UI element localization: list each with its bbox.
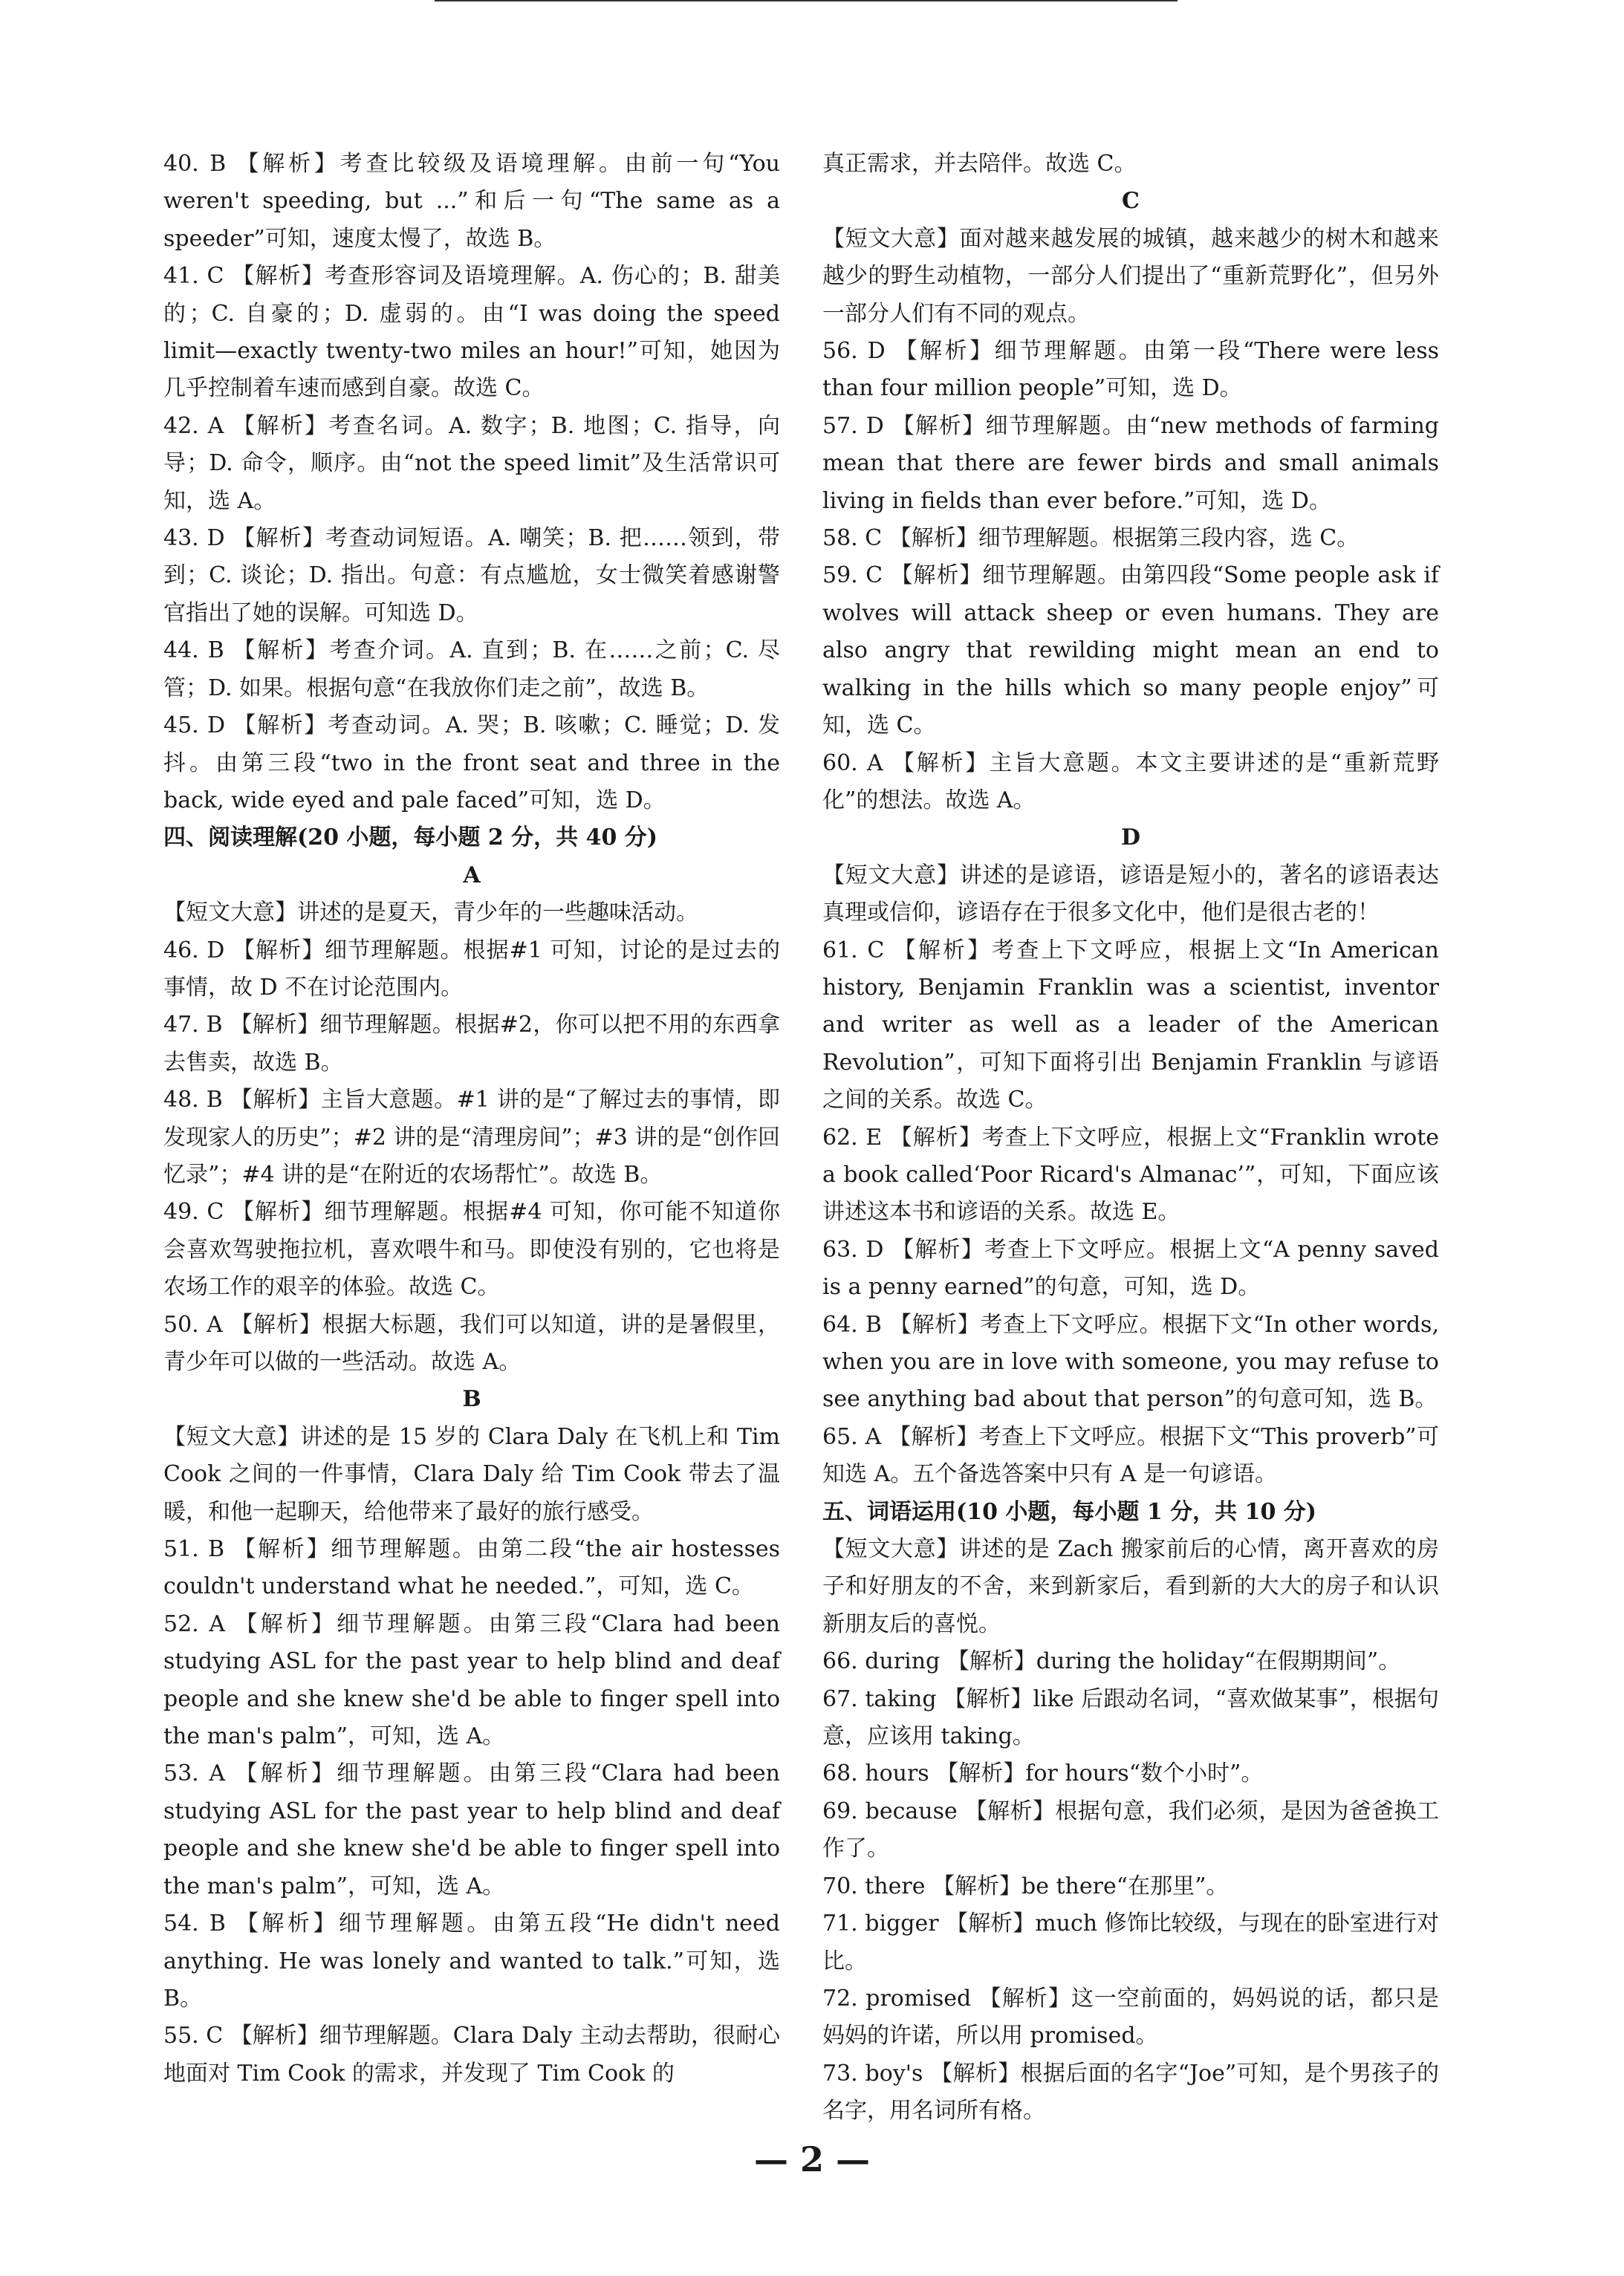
answer-item: 51. B 【解析】细节理解题。由第二段“the air hostesses couldn't understand what he needed.”，可知，选 C。 (163, 1536, 780, 1600)
answer-item: 59. C 【解析】细节理解题。由第四段“Some people ask if wolves will attack sheep or even humans. They are also angry that rewilding might mean an end to walking in the hills which so many people enjoy”可知，选 C。 (822, 562, 1439, 739)
answer-item: 62. E 【解析】考查上下文呼应，根据上文“Franklin wrote a book called‘Poor Ricard's Almanac’”，可知，下面应该讲述这本书和谚语的关系。故选 E。 (822, 1124, 1439, 1226)
answer-item: 63. D 【解析】考查上下文呼应。根据上文“A penny saved is a penny earned”的句意，可知，选 D。 (822, 1236, 1439, 1301)
answer-item: 55. C 【解析】细节理解题。Clara Daly 主动去帮助，很耐心地面对 Tim Cook 的需求，并发现了 Tim Cook 的 (163, 2023, 780, 2087)
answer-item: 53. A 【解析】细节理解题。由第三段“Clara had been studying ASL for the past year to help blind and deaf people and she knew she'd be able to finger spell into the man's palm”，可知，选 A。 (163, 1760, 780, 1899)
answer-item: 40. B 【解析】考查比较级及语境理解。由前一句“You weren't speeding, but ...”和后一句“The same as a speeder”可知，速度太慢了，故选 B。 (163, 151, 780, 252)
section-heading: 四、阅读理解(20 小题，每小题 2 分，共 40 分) (163, 825, 657, 851)
answer-item: 58. C 【解析】细节理解题。根据第三段内容，选 C。 (822, 525, 1360, 552)
binding-line (435, 0, 1178, 4)
answer-item: 60. A 【解析】主旨大意题。本文主要讲述的是“重新荒野化”的想法。故选 A。 (822, 750, 1439, 813)
answer-item: 49. C 【解析】细节理解题。根据#4 可知，你可能不知道你会喜欢驾驶拖拉机，喜欢喂牛和马。即使没有别的，它也将是农场工作的艰辛的体验。故选 C。 (163, 1199, 780, 1301)
answer-item: 65. A 【解析】考查上下文呼应。根据下文“This proverb”可知选 A。五个备选答案中只有 A 是一句谚语。 (822, 1423, 1439, 1488)
passage-heading: B (462, 1386, 481, 1413)
section-heading: 五、词语运用(10 小题，每小题 1 分，共 10 分) (822, 1498, 1316, 1525)
answer-item: 47. B 【解析】细节理解题。根据#2，你可以把不用的东西拿去售卖，故选 B。 (163, 1012, 780, 1076)
page-number: — 2 — (753, 2139, 871, 2179)
passage-heading: D (1120, 825, 1140, 851)
answer-item: 43. D 【解析】考查动词短语。A. 嘲笑；B. 把……领到，带到；C. 谈论；D. 指出。句意：有点尴尬，女士微笑着感谢警官指出了她的误解。可知选 D。 (163, 525, 780, 626)
answer-item: 56. D 【解析】细节理解题。由第一段“There were less than four million people”可知，选 D。 (822, 338, 1439, 402)
answer-item: 66. during 【解析】during the holiday“在假期期间”。 (822, 1648, 1401, 1675)
answer-item: 64. B 【解析】考查上下文呼应。根据下文“In other words, when you are in love with someone, you may refuse to see anything bad about that person”的句意可知，选 B。 (822, 1311, 1439, 1413)
answer-item: 50. A 【解析】根据大标题，我们可以知道，讲的是暑假里，青少年可以做的一些活动。故选 A。 (163, 1311, 780, 1375)
answer-item: 真正需求，并去陪伴。故选 C。 (822, 151, 1137, 177)
passage-heading: A (463, 862, 481, 888)
answer-item: 54. B 【解析】细节理解题。由第五段“He didn't need anything. He was lonely and wanted to talk.”可知，选 B。 (163, 1911, 780, 2012)
answer-item: 48. B 【解析】主旨大意题。#1 讲的是“了解过去的事情，即发现家人的历史”；#2 讲的是“清理房间”；#3 讲的是“创作回忆录”；#4 讲的是“在附近的农场帮忙”。故选 B。 (163, 1087, 780, 1188)
answer-item: 【短文大意】讲述的是 15 岁的 Clara Daly 在飞机上和 Tim Cook 之间的一件事情，Clara Daly 给 Tim Cook 带去了温暖，和他一起聊天，给他带来了最好的旅行感受。 (163, 1423, 780, 1525)
answer-item: 69. because 【解析】根据句意，我们必须，是因为爸爸换工作了。 (822, 1798, 1439, 1862)
answer-item: 57. D 【解析】细节理解题。由“new methods of farming mean that there are fewer birds and small animals living in fields than ever before.”可知，选 D。 (822, 412, 1439, 514)
answer-item: 【短文大意】讲述的是谚语，谚语是短小的，著名的谚语表达真理或信仰，谚语存在于很多文化中，他们是很古老的！ (822, 862, 1439, 926)
right-column (822, 146, 1439, 2130)
answer-item: 44. B 【解析】考查介词。A. 直到；B. 在……之前；C. 尽管；D. 如果。根据句意“在我放你们走之前”，故选 B。 (163, 637, 780, 701)
answer-item: 71. bigger 【解析】much 修饰比较级，与现在的卧室进行对比。 (822, 1911, 1439, 1974)
answer-item: 67. taking 【解析】like 后跟动名词，“喜欢做某事”，根据句意，应该用 taking。 (822, 1685, 1439, 1750)
answer-item: 46. D 【解析】细节理解题。根据#1 可知，讨论的是过去的事情，故 D 不在讨论范围内。 (163, 937, 780, 1001)
answer-item: 52. A 【解析】细节理解题。由第三段“Clara had been studying ASL for the past year to help blind and deaf people and she knew she'd be able to finger spell into the man's palm”，可知，选 A。 (163, 1610, 780, 1750)
answer-item: 73. boy's 【解析】根据后面的名字“Joe”可知，是个男孩子的名字，用名词所有格。 (822, 2060, 1439, 2124)
answer-item: 61. C 【解析】考查上下文呼应，根据上文“In American history, Benjamin Franklin was a scientist, inventor and writer as well as a leader of the American Revolution”，可知下面将引出 Benjamin Franklin 与谚语之间的关系。故选 C。 (822, 937, 1439, 1113)
answer-item: 【短文大意】讲述的是 Zach 搬家前后的心情，离开喜欢的房子和好朋友的不舍，来到新家后，看到新的大大的房子和认识新朋友后的喜悦。 (822, 1536, 1439, 1637)
answer-item: 72. promised 【解析】这一空前面的，妈妈说的话，都只是妈妈的许诺，所以用 promised。 (822, 1985, 1439, 2049)
passage-heading: C (1122, 188, 1140, 215)
answer-item: 68. hours 【解析】for hours“数个小时”。 (822, 1760, 1264, 1787)
answer-item: 41. C 【解析】考查形容词及语境理解。A. 伤心的；B. 甜美的；C. 自豪的；D. 虚弱的。由“I was doing the speed limit—exactly twenty-two miles an hour!”可知，她因为几乎控制着车速而感到自豪。故选 C。 (163, 263, 780, 402)
left-column (163, 146, 780, 2093)
answer-item: 【短文大意】讲述的是夏天，青少年的一些趣味活动。 (163, 900, 698, 926)
answer-item: 【短文大意】面对越来越发展的城镇，越来越少的树木和越来越少的野生动植物，一部分人们提出了“重新荒野化”，但另外一部分人们有不同的观点。 (822, 225, 1439, 327)
answer-item: 70. there 【解析】be there“在那里”。 (822, 1873, 1229, 1899)
answer-item: 42. A 【解析】考查名词。A. 数字；B. 地图；C. 指导，向导；D. 命令，顺序。由“not the speed limit”及生活常识可知，选 A。 (163, 412, 780, 514)
answer-item: 45. D 【解析】考查动词。A. 哭；B. 咳嗽；C. 睡觉；D. 发抖。由第三段“two in the front seat and three in the back, wide eyed and pale faced”可知，选 D。 (163, 712, 780, 813)
